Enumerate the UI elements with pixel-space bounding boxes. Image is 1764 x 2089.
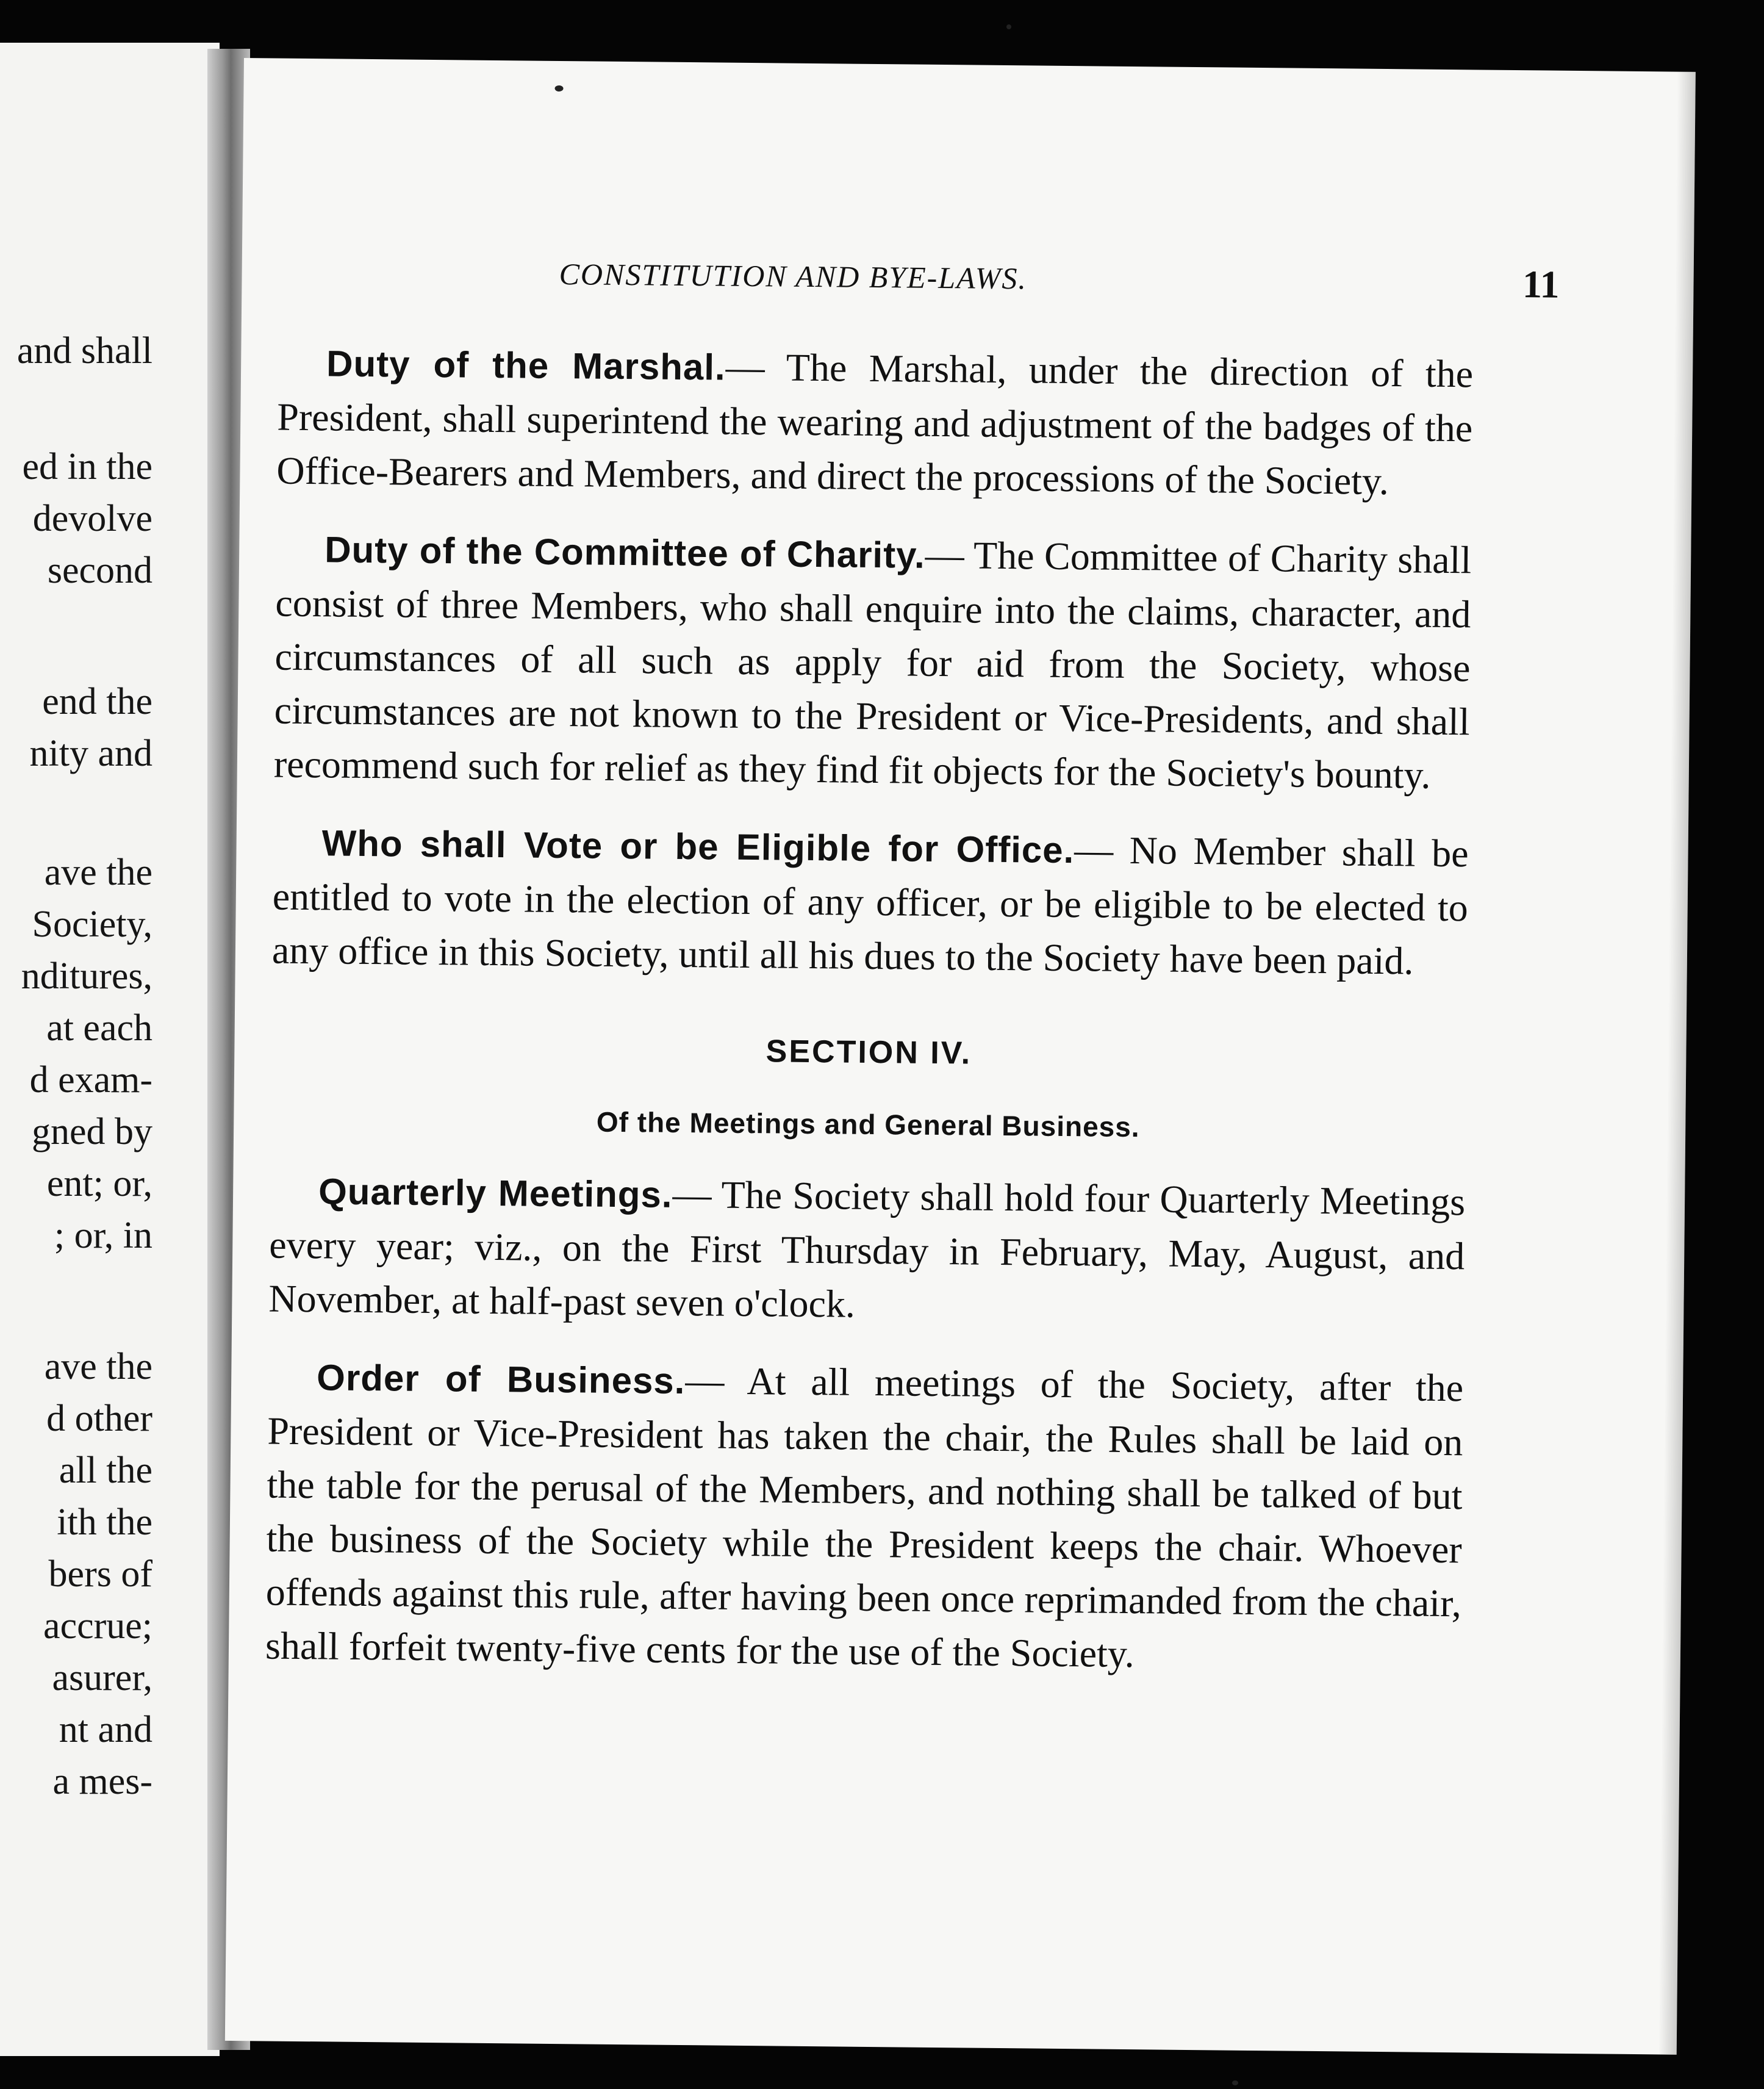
left-page-line: ave the — [44, 852, 152, 893]
left-page-line: devolve — [32, 498, 152, 539]
left-page-line: nity and — [29, 733, 152, 774]
ink-speck — [1232, 2080, 1238, 2085]
paragraph-text: — At all meetings of the Society, after the President or Vice-President has taken the chair, the Rules shall be laid on the table for the perusal of the Members, and nothing shall be talked of but the business of the Society while the President keeps the chair. Whoever offends against this rule, after having been once reprimanded from the chair, shall forfeit twenty-five cents for the use of the Society. — [265, 1359, 1464, 1676]
left-page-line: at each — [46, 1007, 152, 1049]
paragraph-title: Who shall Vote or be Eligible for Office. — [321, 822, 1075, 871]
left-page-line: nditures, — [21, 955, 152, 997]
left-page-line: nt and — [59, 1709, 152, 1750]
left-page-line: ed in the — [22, 446, 152, 487]
paragraph-title: Duty of the Committee of Charity. — [324, 529, 926, 576]
paragraph-who-shall-vote — [272, 816, 1469, 989]
left-page-line: Society, — [32, 904, 152, 945]
left-page-line: d exam- — [29, 1059, 152, 1101]
left-page-line: second — [47, 550, 152, 591]
paragraph-title: Duty of the Marshal. — [326, 343, 726, 388]
left-page-line: bers of — [48, 1553, 152, 1595]
left-page-line: d other — [46, 1398, 152, 1439]
paragraph-order-of-business — [265, 1350, 1464, 1684]
paragraph-title: Quarterly Meetings. — [318, 1171, 673, 1215]
ink-speck — [1006, 24, 1011, 29]
left-page-line: asurer, — [52, 1657, 152, 1699]
left-page-line: all the — [59, 1450, 152, 1491]
paragraph-text: — The Society shall hold four Quarterly Meetings every year; viz., on the First Thursday in February, May, August, and November, at half-past seven o'clock. — [268, 1172, 1466, 1326]
section-heading: SECTION IV. — [765, 1034, 972, 1071]
left-page-line: gned by — [31, 1111, 152, 1152]
page-edge-shadow — [1658, 72, 1696, 2055]
paragraph-quarterly-meetings — [268, 1163, 1465, 1337]
section-subheading: Of the Meetings and General Business. — [596, 1106, 1140, 1143]
left-page-line: and shall — [16, 330, 152, 372]
left-page-line: ith the — [57, 1501, 152, 1543]
paragraph-text: — The Committee of Charity shall consist of three Members, who shall enquire into the claims, character, and circumstances of all such as apply for aid from the Society, whose circumstances are not known to the President or Vice-Presidents, and shall recommend such for relief as they find fit objects for the Society's bounty. — [273, 533, 1472, 797]
left-page-line: accrue; — [43, 1605, 152, 1647]
left-page-line: ent; or, — [46, 1163, 152, 1204]
paragraph-text: — No Member shall be entitled to vote in the election of any officer, or be eligible to be elected to any office in this Society, until all his dues to the Society have been paid. — [271, 828, 1469, 983]
page-header — [242, 253, 1560, 333]
ink-speck — [554, 85, 563, 92]
paragraph-text: — The Marshal, under the direction of the President, shall superintend the wearing and adjustment of the badges of the Office-Bearers and Members, and direct the processions of the Society. — [276, 345, 1474, 503]
paragraph-title: Order of Business. — [316, 1357, 686, 1402]
paragraph-duty-of-marshal — [276, 336, 1473, 509]
right-page — [225, 58, 1696, 2055]
left-page-line: a mes- — [52, 1761, 152, 1802]
paragraph-duty-of-committee-of-charity — [273, 522, 1471, 803]
page-number: 11 — [1522, 262, 1560, 306]
left-page-line: ; or, in — [54, 1215, 152, 1256]
left-page-line: ave the — [44, 1346, 152, 1387]
left-page-fragment — [0, 43, 220, 2056]
running-head: CONSTITUTION AND BYE-LAWS. — [559, 256, 1028, 296]
page-body — [265, 336, 1473, 1709]
left-page-line: end the — [42, 681, 152, 722]
